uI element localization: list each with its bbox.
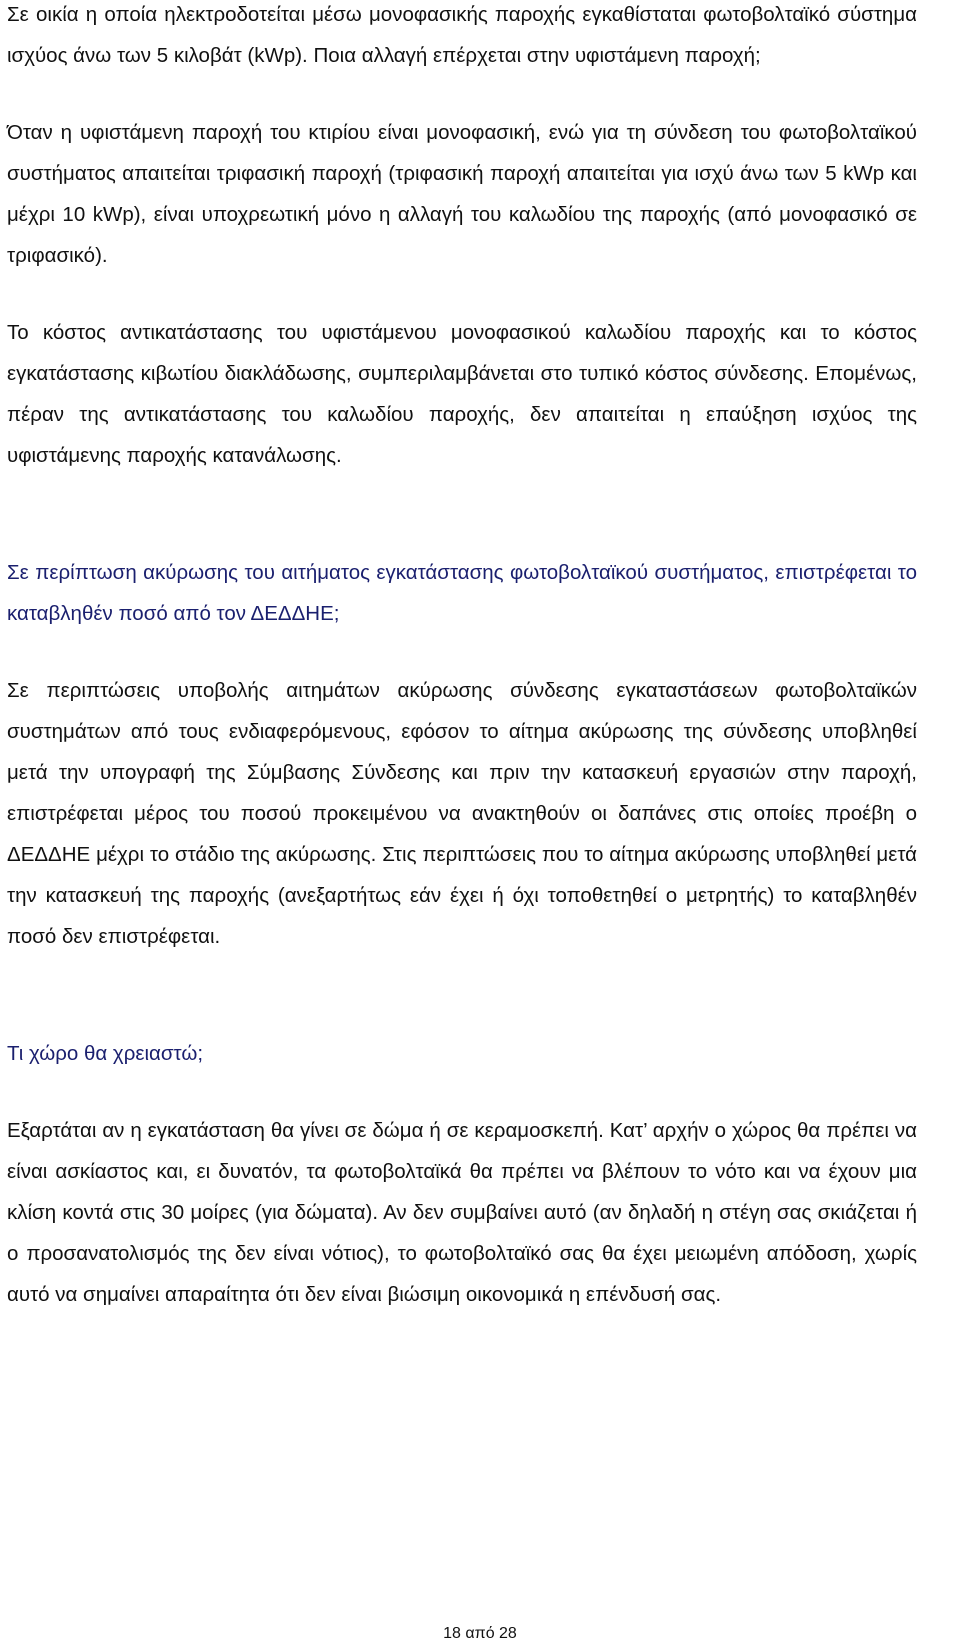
answer-3: Εξαρτάται αν η εγκατάσταση θα γίνει σε δώμα ή σε κεραμοσκεπή. Κατ’ αρχήν ο χώρος θα πρέπει να είναι ασκίαστος και, ει δυνατόν, τα φωτοβολταϊκά θα πρέπει να βλέπουν το νότο και να έχουν μια κλίση κοντά στις 30 μοίρες (για δώματα). Αν δεν συμβαίνει αυτό (αν δηλαδή η στέγη σας σκιάζεται ή ο προσανατολισμός της δεν είναι νότιος), το φωτοβολταϊκό σας θα έχει μειωμένη απόδοση, χωρίς αυτό να σημαίνει απαραίτητα ότι δεν είναι βιώσιμη οικονομικά η επένδυσή σας. <box>7 1119 917 1306</box>
answer-1-paragraph-2: Το κόστος αντικατάστασης του υφιστάμενου μονοφασικού καλωδίου παροχής και το κόστος εγκατάστασης κιβωτίου διακλάδωσης, συμπεριλαμβάνεται στο τυπικό κόστος σύνδεσης. Επομένως, πέραν της αντικατάστασης του καλωδίου παροχής, δεν απαιτείται η επαύξηση ισχύος της υφιστάμενης παροχής κατανάλωσης. <box>7 321 917 467</box>
answer-1-paragraph-1: Όταν η υφιστάμενη παροχή του κτιρίου είναι μονοφασική, ενώ για τη σύνδεση του φωτοβολταϊκού συστήματος απαιτείται τριφασική παροχή (τριφασική παροχή απαιτείται για ισχύ άνω των 5 kWp και μέχρι 10 kWp), είναι υποχρεωτική μόνο η αλλαγή του καλωδίου της παροχής (από μονοφασικό σε τριφασικό). <box>7 121 917 267</box>
question-2: Σε περίπτωση ακύρωσης του αιτήματος εγκατάστασης φωτοβολταϊκού συστήματος, επιστρέφεται το καταβληθέν ποσό από τον ΔΕΔΔΗΕ; <box>7 561 917 625</box>
question-3: Τι χώρο θα χρειαστώ; <box>7 1042 204 1065</box>
page-number: 18 από 28 <box>443 1625 517 1642</box>
document-page <box>7 0 917 1315</box>
answer-2: Σε περιπτώσεις υποβολής αιτημάτων ακύρωσης σύνδεσης εγκαταστάσεων φωτοβολταϊκών συστημάτων από τους ενδιαφερόμενους, εφόσον το αίτημα ακύρωσης της σύνδεσης υποβληθεί μετά την υπογραφή της Σύμβασης Σύνδεσης και πριν την κατασκευή εργασιών στην παροχή, επιστρέφεται μέρος του ποσού προκειμένου να ανακτηθούν οι δαπάνες στις οποίες προέβη ο ΔΕΔΔΗΕ μέχρι το στάδιο της ακύρωσης. Στις περιπτώσεις που το αίτημα ακύρωσης υποβληθεί μετά την κατασκευή της παροχής (ανεξαρτήτως εάν έχει ή όχι τοποθετηθεί ο μετρητής) το καταβληθέν ποσό δεν επιστρέφεται. <box>7 679 917 948</box>
question-1: Σε οικία η οποία ηλεκτροδοτείται μέσω μονοφασικής παροχής εγκαθίσταται φωτοβολταϊκό σύστημα ισχύος άνω των 5 κιλοβάτ (kWp). Ποια αλλαγή επέρχεται στην υφιστάμενη παροχή; <box>7 3 917 67</box>
